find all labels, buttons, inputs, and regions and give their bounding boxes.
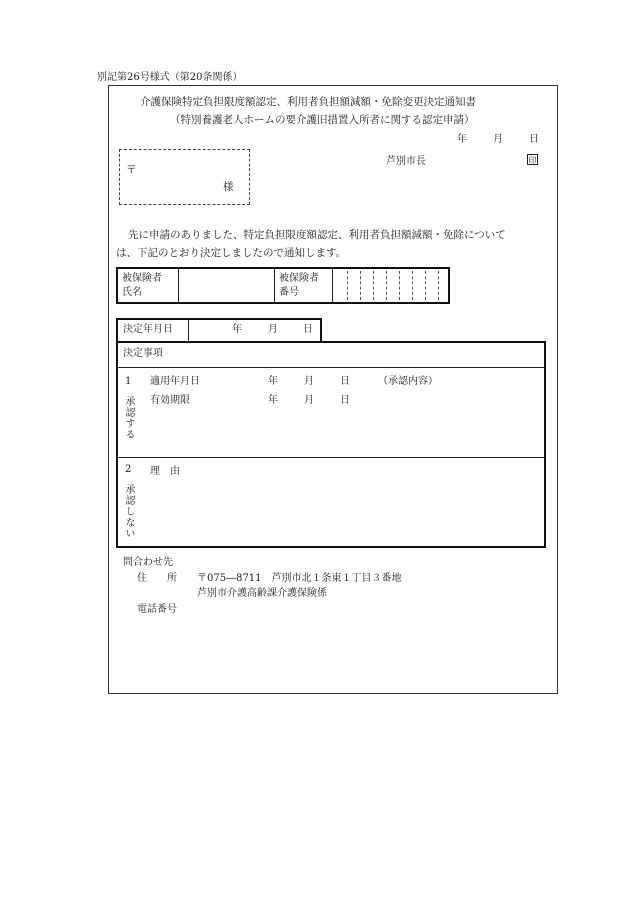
date-day: 日 xyxy=(529,134,539,145)
digit-divider xyxy=(373,271,374,300)
seal-mark: 印 xyxy=(528,156,537,165)
form-id: 別記第26号様式（第20条関係） xyxy=(97,72,243,83)
digit-divider xyxy=(399,271,400,300)
validity-label: 有効期限 xyxy=(150,395,190,406)
contact-address-label: 住 所 xyxy=(137,573,177,584)
notice-line-1 xyxy=(128,228,506,242)
insured-number-label-2: 番号 xyxy=(279,287,299,298)
digit-divider xyxy=(347,271,348,300)
validity-month: 月 xyxy=(304,395,314,406)
table-divider xyxy=(332,269,333,302)
approval-content-label: （承認内容） xyxy=(378,376,438,387)
document-title: 介護保険特定負担限度額認定、利用者負担額減額・免除変更決定通知書 xyxy=(140,96,476,108)
validity-year: 年 xyxy=(268,395,278,406)
applied-date-label: 適用年月日 xyxy=(150,376,200,387)
digit-divider xyxy=(386,271,387,300)
recipient-honorific: 様 xyxy=(223,181,234,193)
digit-divider xyxy=(438,271,439,300)
applied-month: 月 xyxy=(304,376,314,387)
approve-number: 1 xyxy=(125,376,132,387)
decision-date-month: 月 xyxy=(268,324,278,335)
contact-address-line-2: 芦別市介護高齢課介護保険係 xyxy=(197,588,327,599)
date-month: 月 xyxy=(493,134,503,145)
postal-mark: 〒 xyxy=(126,164,137,176)
contact-phone-label: 電話番号 xyxy=(137,604,177,615)
decision-header-divider xyxy=(118,367,544,368)
insured-number-label-1: 被保険者 xyxy=(279,273,319,284)
decision-section-divider xyxy=(118,457,544,458)
reject-number: 2 xyxy=(125,464,132,475)
digit-divider xyxy=(360,271,361,300)
recipient-address-box xyxy=(119,149,250,205)
decision-date-day: 日 xyxy=(303,324,313,335)
approve-label: 承認する xyxy=(123,396,134,440)
reason-label: 理 由 xyxy=(150,466,180,477)
applied-day: 日 xyxy=(340,376,350,387)
decision-box xyxy=(116,341,546,548)
decision-date-year: 年 xyxy=(232,324,242,335)
notice-line-1-end: て xyxy=(495,229,506,241)
contact-address-line-1: 〒075―8711 芦別市北１条東１丁目３番地 xyxy=(197,573,402,584)
table-divider xyxy=(274,269,275,302)
reject-label: 承認しない xyxy=(123,484,134,539)
decision-header: 決定事項 xyxy=(123,348,163,359)
decision-date-label: 決定年月日 xyxy=(123,324,173,335)
date-year: 年 xyxy=(457,134,467,145)
contact-heading: 問合わせ先 xyxy=(123,557,173,568)
issuer-name: 芦別市長 xyxy=(386,156,426,167)
validity-day: 日 xyxy=(340,395,350,406)
notice-line-2: は、下記のとおり決定しましたので通知します。 xyxy=(116,247,347,259)
digit-divider xyxy=(412,271,413,300)
date-divider xyxy=(188,320,189,342)
digit-divider xyxy=(425,271,426,300)
insured-name-label-2: 氏名 xyxy=(122,287,142,298)
document-subtitle: （特別養護老人ホームの要介護旧措置入所者に関する認定申請） xyxy=(170,114,475,126)
insured-name-label-1: 被保険者 xyxy=(122,273,162,284)
applied-year: 年 xyxy=(268,376,278,387)
notice-line-1-text: 先に申請のありました、特定負担限度額認定、利用者負担額減額・免除につい xyxy=(128,229,496,241)
table-divider xyxy=(178,269,179,302)
